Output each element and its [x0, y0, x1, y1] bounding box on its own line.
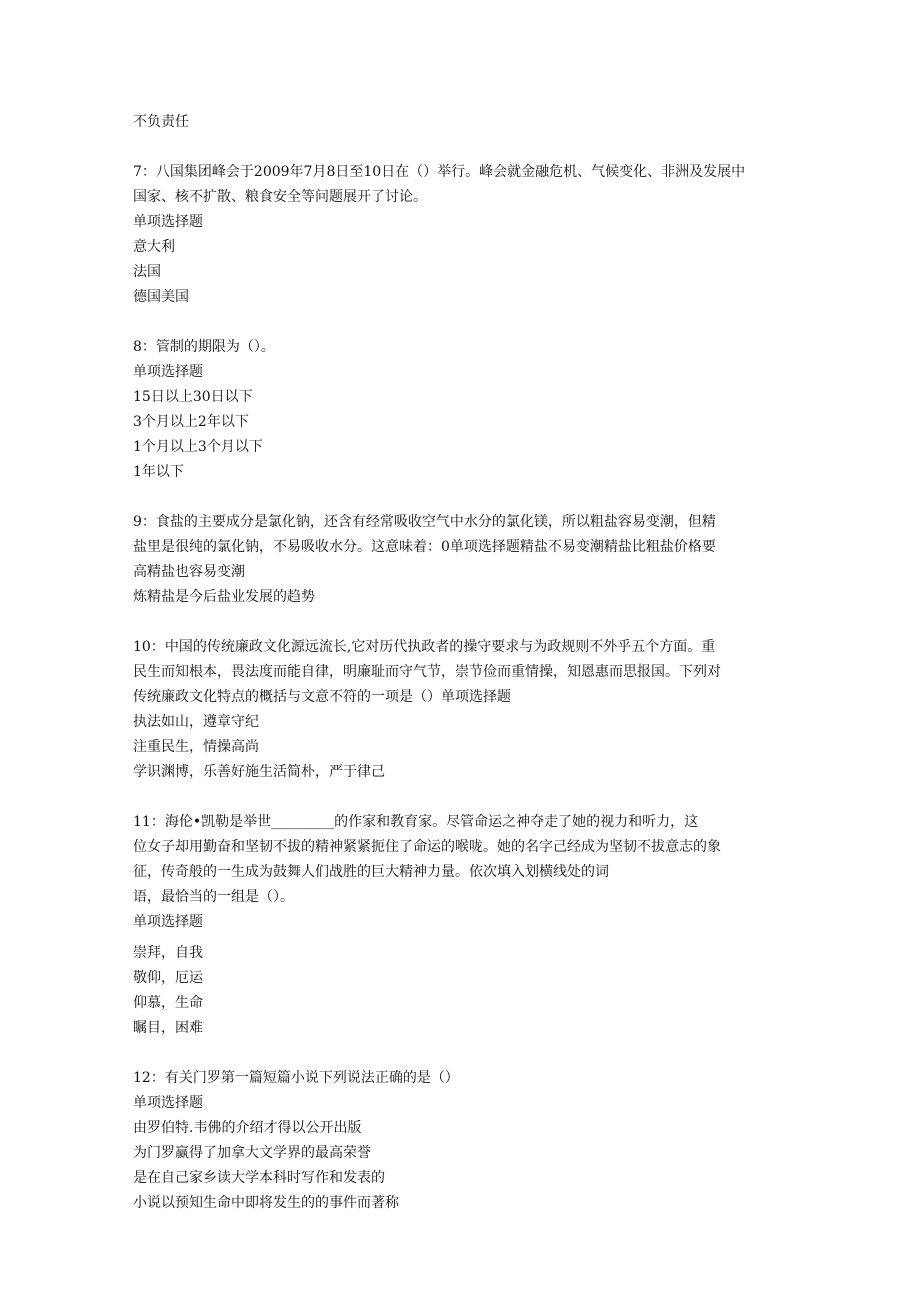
answer-option: 敬仰，厄运 — [133, 970, 203, 986]
answer-option: 注重民生，情操高尚 — [133, 739, 259, 755]
question-stem-line: 10：中国的传统廉政文化源远流长,它对历代执政者的操守要求与为政规则不外乎五个方面。重 — [133, 639, 716, 655]
spacer — [133, 785, 793, 810]
question-type: 单项选择题 — [133, 364, 203, 380]
question-stem-line: 9：食盐的主要成分是氯化钠，还含有经常吸收空气中水分的氯化镁，所以粗盐容易变潮，但精 — [133, 514, 716, 530]
question-stem-line: 语，最恰当的一组是（）。 — [133, 889, 294, 905]
question-stem-line: 征，传奇般的一生成为鼓舞人们战胜的巨大精神力量。依次填入划横线处的词 — [133, 864, 609, 880]
spacer — [133, 135, 793, 160]
answer-option: 1个月以上3个月以下 — [133, 439, 263, 455]
question-7 — [133, 160, 793, 310]
question-stem-line: 民生而知根本，畏法度而能自律，明廉耻而守气节，崇节俭而重情操，知恩惠而思报国。下列对 — [133, 664, 721, 680]
answer-option: 瞩目，困难 — [133, 1020, 203, 1036]
answer-option: 为门罗赢得了加拿大文学界的最高荣誉 — [133, 1145, 371, 1161]
spacer — [133, 610, 793, 635]
question-stem-line: 位女子却用勤奋和坚韧不拔的精神紧紧扼住了命运的喉咙。她的名字己经成为坚韧不拔意志的象 — [133, 839, 721, 855]
question-stem-line: 7：八国集团峰会于2009年7月8日至10日在（）举行。峰会就金融危机、气候变化、非洲及发展中 — [133, 164, 746, 180]
question-10 — [133, 635, 793, 785]
answer-option: 由罗伯特.韦佛的介绍才得以公开出版 — [133, 1120, 362, 1136]
question-stem-line: 8：管制的期限为（）。 — [133, 339, 275, 355]
answer-option: 执法如山，遵章守纪 — [133, 714, 259, 730]
question-type: 单项选择题 — [133, 914, 203, 930]
question-stem-line: 国家、核不扩散、粮食安全等问题展开了讨论。 — [133, 189, 427, 205]
answer-option: 15日以上30日以下 — [133, 389, 253, 405]
answer-option: 是在自己家乡读大学本科时写作和发表的 — [133, 1170, 385, 1186]
document-page — [133, 110, 793, 1216]
question-stem-line: 11：海伦•凯勒是举世_________的作家和教育家。尽管命运之神夺走了她的视力和听力，这 — [133, 814, 699, 830]
answer-option: 法国 — [133, 264, 161, 280]
answer-option: 小说以预知生命中即将发生的的事件而著称 — [133, 1195, 399, 1211]
question-8 — [133, 335, 793, 485]
question-11 — [133, 810, 793, 1041]
answer-option: 学识渊博，乐善好施生活简朴，严于律己 — [133, 764, 385, 780]
spacer — [133, 310, 793, 335]
question-stem-line: 12：有关门罗第一篇短篇小说下列说法正确的是（） — [133, 1070, 459, 1086]
question-type: 单项选择题 — [133, 1095, 203, 1111]
answer-option: 3个月以上2年以下 — [133, 414, 249, 430]
question-12 — [133, 1066, 793, 1216]
previous-option-tail: 不负责任 — [133, 114, 189, 130]
answer-option: 意大利 — [133, 239, 175, 255]
answer-option: 仰慕，生命 — [133, 995, 203, 1011]
answer-option: 炼精盐是今后盐业发展的趋势 — [133, 589, 315, 605]
question-type: 单项选择题 — [133, 214, 203, 230]
answer-option: 高精盐也容易变潮 — [133, 564, 245, 580]
question-stem-line: 传统廉政文化特点的概括与文意不符的一项是（）单项选择题 — [133, 689, 511, 705]
answer-option: 德国美国 — [133, 289, 189, 305]
answer-option: 1年以下 — [133, 464, 184, 480]
spacer — [133, 1041, 793, 1066]
question-9 — [133, 510, 793, 610]
answer-option: 崇拜，自我 — [133, 945, 203, 961]
question-stem-line: 盐里是很纯的氯化钠，不易吸收水分。这意味着：0单项选择题精盐不易变潮精盐比粗盐价格要 — [133, 539, 716, 555]
spacer — [133, 485, 793, 510]
